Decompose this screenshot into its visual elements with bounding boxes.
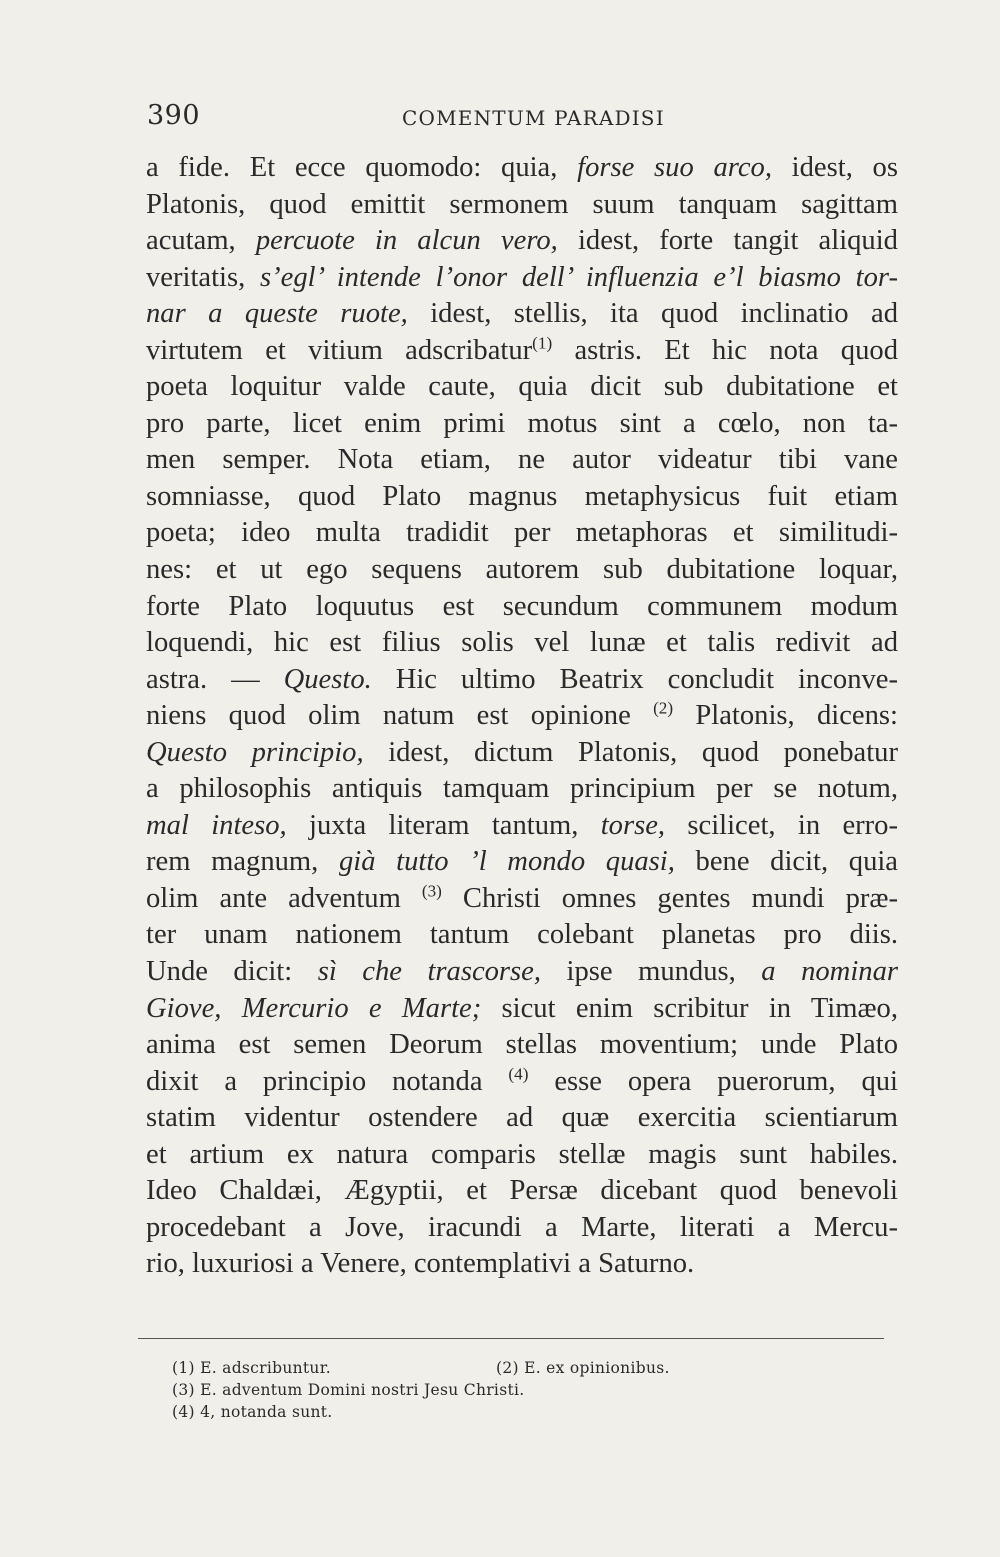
text-line xyxy=(146,552,898,589)
text-segment: Hic ultimo Beatrix concludit inconve- xyxy=(371,663,899,695)
text-line xyxy=(146,625,898,662)
text-line xyxy=(146,296,898,333)
footnote: (3) E. adventum Domini nostri Jesu Christi. xyxy=(172,1381,525,1399)
text-segment: astris. Et hic nota quod xyxy=(552,334,898,366)
text-segment: Platonis, quod emittit sermonem suum tanquam sagittam xyxy=(146,188,898,220)
text-segment: poeta loquitur valde caute, quia dicit sub dubitatione et xyxy=(146,371,898,403)
text-line xyxy=(146,917,898,954)
footnote: (1) E. adscribuntur. xyxy=(172,1359,331,1377)
text-segment: men semper. Nota etiam, ne autor videatur tibi vane xyxy=(146,444,898,476)
text-segment: esse opera puerorum, qui xyxy=(528,1065,898,1097)
text-segment: acutam, xyxy=(146,225,256,257)
text-segment: ter unam nationem tantum colebant planetas pro diis. xyxy=(146,919,898,951)
italic-quote: Questo principio, xyxy=(146,736,364,768)
text-segment: juxta literam tantum, xyxy=(286,809,601,841)
text-segment: astra. — xyxy=(146,663,284,695)
text-segment: rem magnum, xyxy=(146,846,339,878)
text-line xyxy=(146,369,898,406)
text-line xyxy=(146,442,898,479)
text-line xyxy=(146,808,898,845)
italic-quote: torse, xyxy=(600,809,666,841)
text-segment: niens quod olim natum est opinione xyxy=(146,700,654,732)
text-segment: dixit a principio notanda xyxy=(146,1065,509,1097)
footnote-row xyxy=(172,1357,872,1379)
text-line xyxy=(146,1137,898,1174)
text-segment: veritatis, xyxy=(146,261,261,293)
text-segment: olim ante adventum xyxy=(146,882,422,914)
text-segment: anima est semen Deorum stellas moventium; unde Plato xyxy=(146,1029,898,1061)
footnote-ref: (1) xyxy=(532,333,553,353)
text-segment: idest, forte tangit aliquid xyxy=(557,225,898,257)
italic-quote: s’egl’ intende l’onor dell’ influenzia e’l biasmo tor- xyxy=(260,261,898,293)
text-segment: nes: et ut ego sequens autorem sub dubitatione loquar, xyxy=(146,554,898,586)
page-header xyxy=(147,100,887,140)
text-line xyxy=(146,771,898,808)
running-head: COMENTUM PARADISI xyxy=(402,106,665,130)
footnotes xyxy=(172,1357,872,1423)
text-segment: loquendi, hic est filius solis vel lunæ et talis redivit ad xyxy=(146,627,898,659)
text-segment: Ideo Chaldæi, Ægyptii, et Persæ dicebant quod benevoli xyxy=(146,1175,898,1207)
text-line xyxy=(146,1027,898,1064)
text-line xyxy=(146,954,898,991)
text-segment: pro parte, licet enim primi motus sint a cœlo, non ta- xyxy=(146,407,898,439)
italic-quote: a nominar xyxy=(761,956,898,988)
text-segment: statim videntur ostendere ad quæ exercitia scientiarum xyxy=(146,1102,898,1134)
text-line xyxy=(146,1173,898,1210)
text-line xyxy=(146,150,898,187)
text-line xyxy=(146,735,898,772)
text-segment: poeta; ideo multa tradidit per metaphoras et similitudi- xyxy=(146,517,898,549)
text-segment: idest, stellis, ita quod inclinatio ad xyxy=(407,298,898,330)
italic-quote: Giove, Mercurio e Marte; xyxy=(146,992,482,1024)
text-segment: a philosophis antiquis tamquam principium per se notum, xyxy=(146,773,898,805)
text-segment: et artium ex natura comparis stellæ magis sunt habiles. xyxy=(146,1138,898,1170)
footnote: (2) E. ex opinionibus. xyxy=(496,1359,670,1377)
text-line xyxy=(146,589,898,626)
text-segment: scilicet, in erro- xyxy=(665,809,898,841)
italic-quote: sì che trascorse, xyxy=(317,956,542,988)
text-line xyxy=(146,881,898,918)
text-line xyxy=(146,333,898,370)
text-segment: ipse mundus, xyxy=(541,956,762,988)
text-line xyxy=(146,991,898,1028)
text-segment: Platonis, dicens: xyxy=(673,700,898,732)
text-line xyxy=(146,1210,898,1247)
text-segment: Unde dicit: xyxy=(146,956,318,988)
text-line xyxy=(146,662,898,699)
footnote-ref: (2) xyxy=(653,698,674,718)
footnote-ref: (3) xyxy=(421,881,442,901)
footnote-ref: (4) xyxy=(508,1064,529,1084)
text-segment: bene dicit, quia xyxy=(674,846,899,878)
text-line xyxy=(146,844,898,881)
text-segment: virtutem et vitium adscribatur xyxy=(146,334,533,366)
text-line xyxy=(146,698,898,735)
text-segment: a fide. Et ecce quomodo: quia, xyxy=(146,152,578,183)
footnote-row xyxy=(172,1379,872,1401)
text-line xyxy=(146,260,898,297)
text-line xyxy=(146,479,898,516)
text-segment: rio, luxuriosi a Venere, contemplativi a Saturno. xyxy=(146,1248,695,1280)
text-line xyxy=(146,1064,898,1101)
italic-quote: nar a queste ruote, xyxy=(146,298,408,330)
text-segment: idest, dictum Platonis, quod ponebatur xyxy=(363,736,898,768)
page-number: 390 xyxy=(147,100,201,131)
italic-quote: Questo. xyxy=(283,663,372,695)
text-line xyxy=(146,1246,898,1283)
text-line xyxy=(146,187,898,224)
body-text xyxy=(146,150,898,1283)
footnote: (4) 4, notanda sunt. xyxy=(172,1403,333,1421)
text-segment: sicut enim scribitur in Timæo, xyxy=(481,992,898,1024)
text-line xyxy=(146,515,898,552)
footnote-rule xyxy=(138,1338,884,1339)
text-segment: somniasse, quod Plato magnus metaphysicus fuit etiam xyxy=(146,480,898,512)
text-line xyxy=(146,223,898,260)
italic-quote: percuote in alcun vero, xyxy=(255,225,558,257)
text-line xyxy=(146,1100,898,1137)
italic-quote: forse suo arco, xyxy=(577,152,772,183)
text-segment: forte Plato loquutus est secundum communem modum xyxy=(146,590,898,622)
italic-quote: mal inteso, xyxy=(146,809,287,841)
text-segment: Christi omnes gentes mundi præ- xyxy=(441,882,898,914)
italic-quote: già tutto ’l mondo quasi, xyxy=(338,846,675,878)
text-line xyxy=(146,406,898,443)
text-segment: procedebant a Jove, iracundi a Marte, literati a Mercu- xyxy=(146,1211,898,1243)
text-segment: idest, os xyxy=(771,152,898,183)
footnote-row xyxy=(172,1401,872,1423)
